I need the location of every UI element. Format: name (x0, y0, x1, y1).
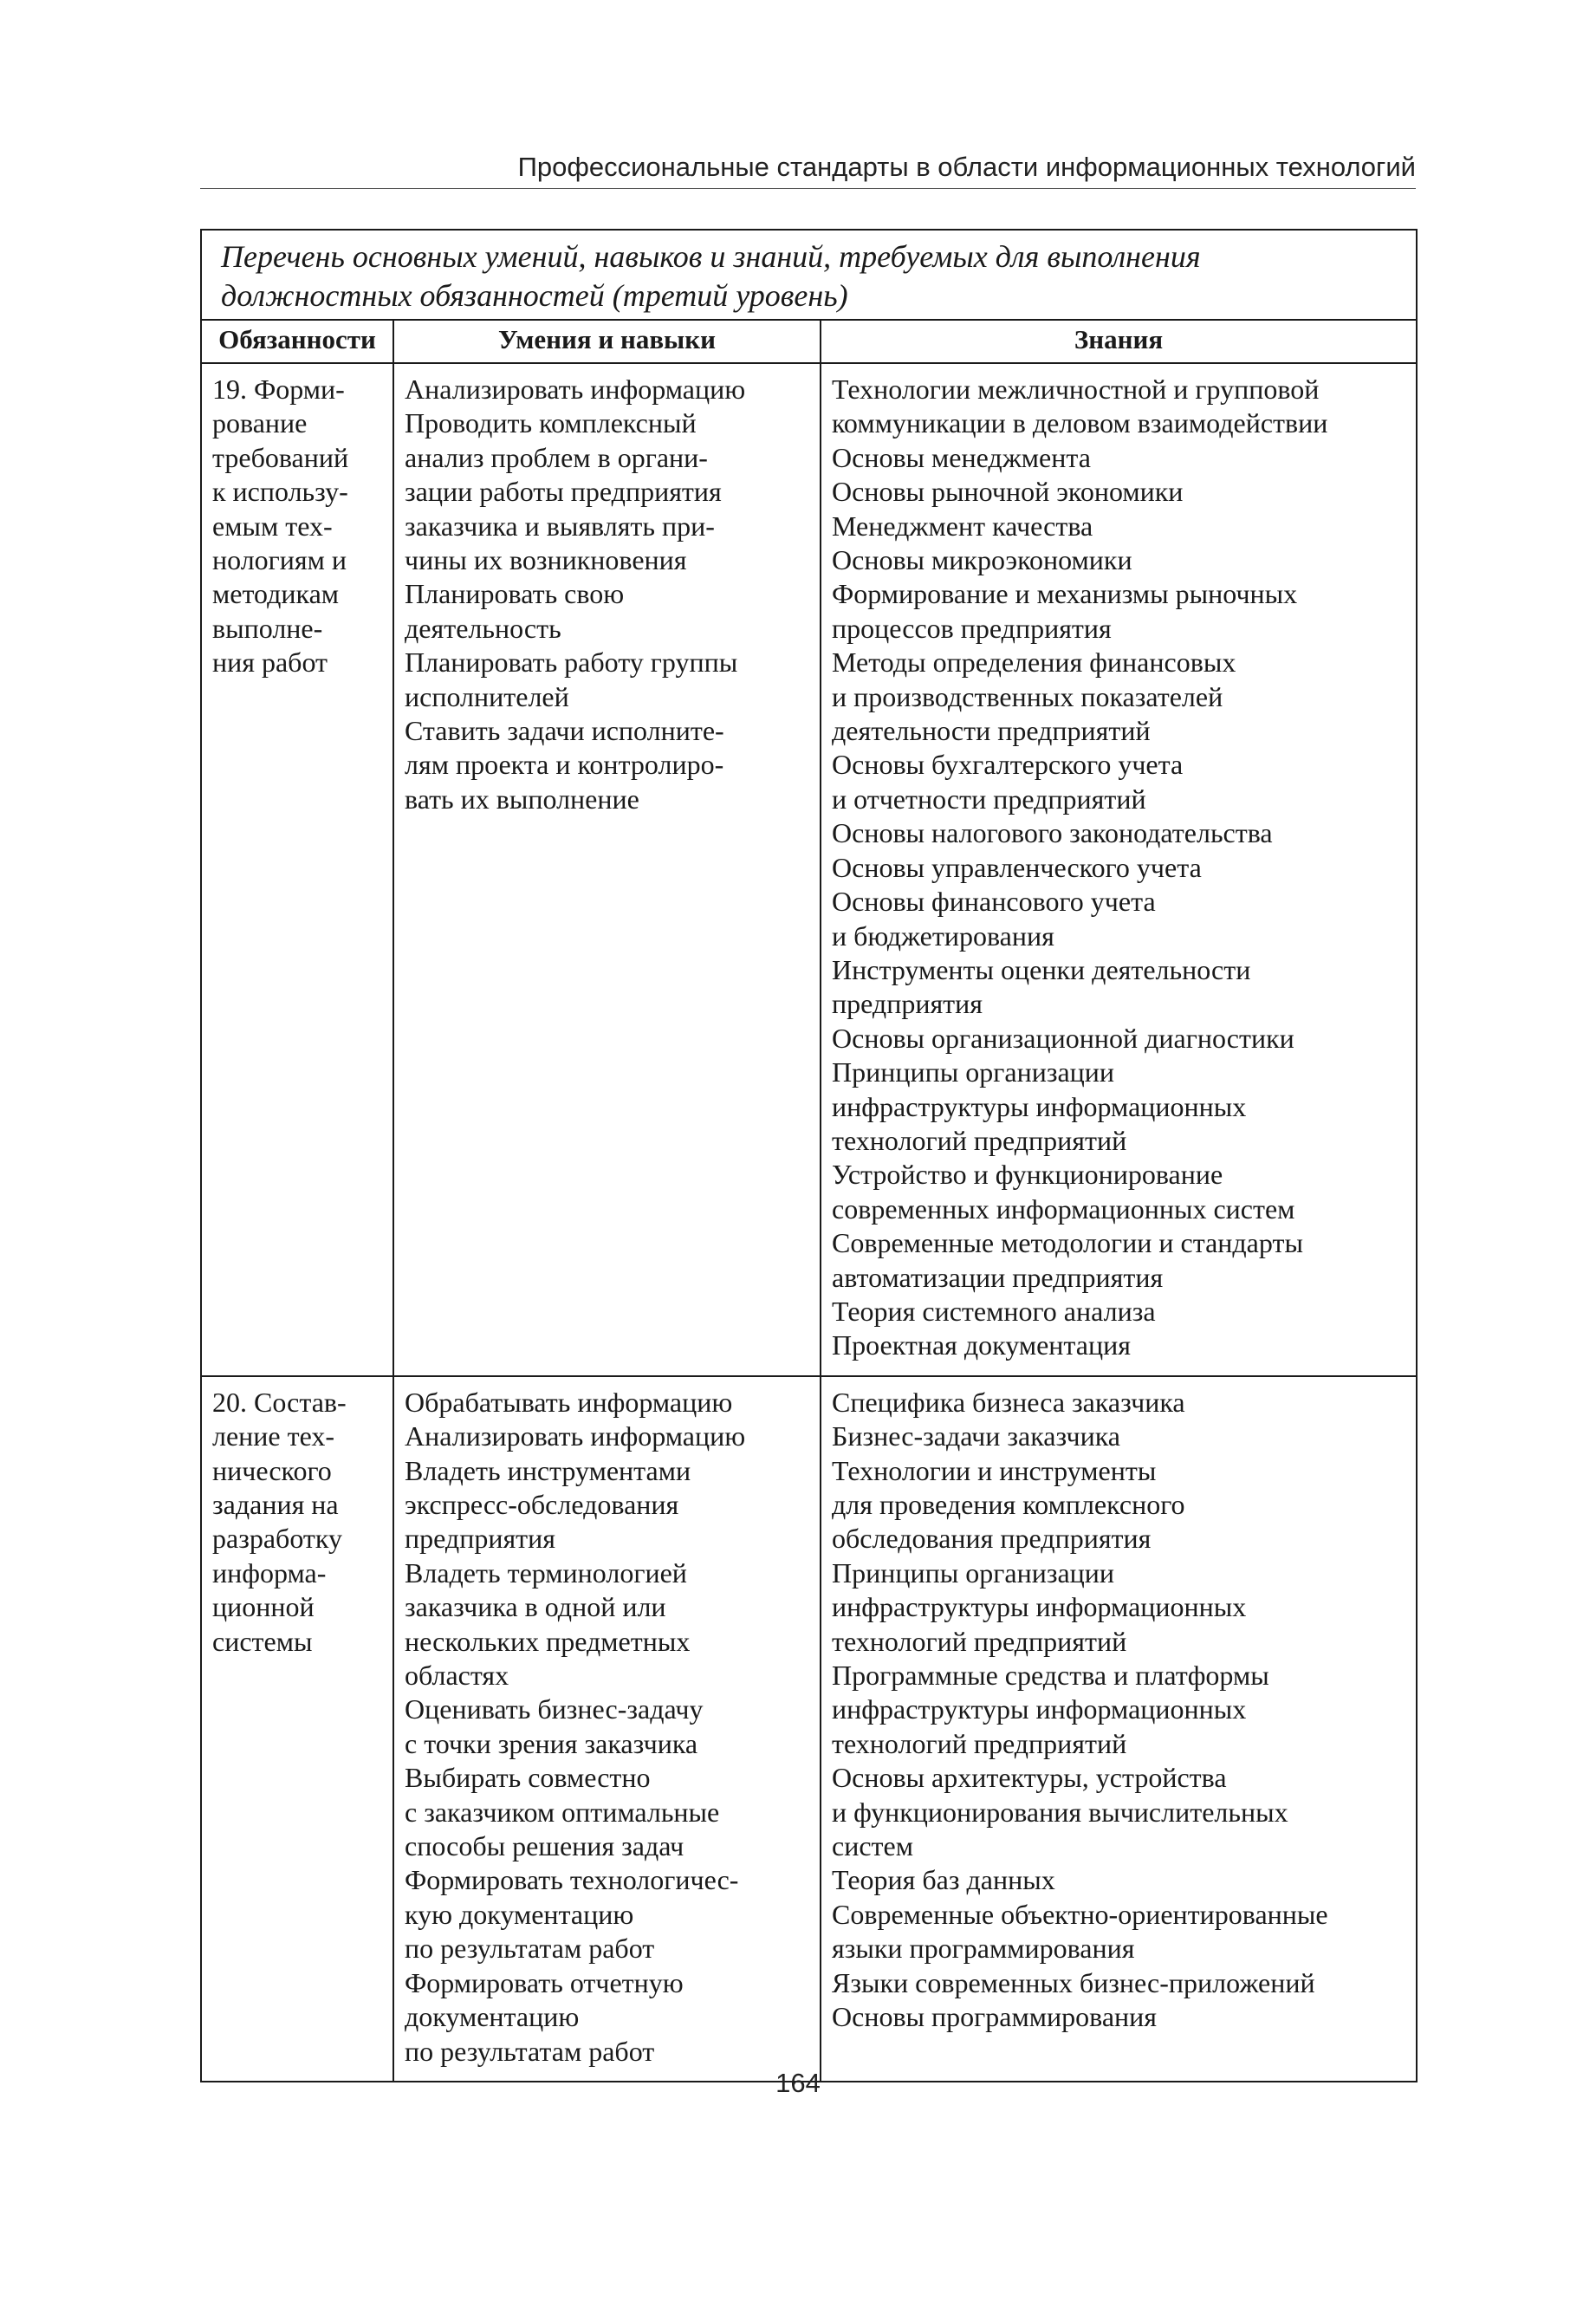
cell-line: ление тех- (212, 1420, 335, 1452)
cell-line: нескольких предметных (405, 1625, 691, 1657)
cell-line: Устройство и функционирование (832, 1159, 1223, 1191)
cell-line: Формировать отчетную (405, 1966, 684, 1998)
cell-line: Основы финансового учета (832, 886, 1156, 918)
cell-line: ния работ (212, 646, 328, 679)
cell-line: ционной (212, 1591, 315, 1623)
cell-line: языки программирования (832, 1933, 1135, 1965)
page-number: 164 (775, 2068, 821, 2098)
cell-line: Основы управленческого учета (832, 851, 1202, 883)
cell-line: Методы определения финансовых (832, 646, 1236, 679)
cell-line: современных информационных систем (832, 1192, 1295, 1225)
cell-line: Инструменты оценки деятельности (832, 953, 1251, 985)
cell-line: Основы налогового законодательства (832, 817, 1273, 849)
cell-line: информа- (212, 1556, 327, 1589)
cell-line: областях (405, 1660, 509, 1692)
table-header-row (201, 320, 1417, 363)
cell-line: с точки зрения заказчика (405, 1727, 698, 1759)
table-row (201, 363, 1417, 1376)
cell-line: и производственных показателей (832, 680, 1223, 712)
cell-line: чины их возникновения (405, 544, 687, 576)
cell-line: исполнителей (405, 680, 569, 712)
cell-line: Менеджмент качества (832, 510, 1093, 542)
competency-table (200, 229, 1418, 2082)
cell-line: Программные средства и платформы (832, 1660, 1269, 1692)
cell-line: Планировать свою (405, 578, 625, 610)
cell-line: Формирование и механизмы рыночных (832, 578, 1298, 610)
cell-line: Технологии межличностной и групповой (832, 374, 1320, 405)
skills-cell (393, 363, 821, 1376)
cell-line: Технологии и инструменты (832, 1454, 1157, 1486)
cell-line: Бизнес-задачи заказчика (832, 1420, 1120, 1452)
cell-line: методикам (212, 578, 340, 610)
cell-line: Проводить комплексный (405, 407, 697, 439)
cell-line: технологий предприятий (832, 1727, 1127, 1759)
cell-line: автоматизации предприятия (832, 1261, 1164, 1293)
cell-line: Ставить задачи исполните- (405, 715, 724, 747)
cell-line: Формировать технологичес- (405, 1864, 739, 1896)
cell-line: Специфика бизнеса заказчика (832, 1386, 1185, 1418)
knowledge-cell (821, 363, 1417, 1376)
column-header-skills: Умения и навыки (393, 320, 821, 363)
cell-line: деятельности предприятий (832, 715, 1151, 747)
cell-line: технологий предприятий (832, 1124, 1127, 1156)
cell-line: Оценивать бизнес-задачу (405, 1693, 704, 1725)
cell-line: Принципы организации (832, 1056, 1115, 1088)
cell-line: систем (832, 1830, 913, 1862)
cell-line: Анализировать информацию (405, 374, 746, 405)
duty-cell (201, 1376, 393, 2082)
cell-line: для проведения комплексного (832, 1489, 1185, 1520)
cell-line: инфраструктуры информационных (832, 1090, 1247, 1122)
cell-line: Владеть инструментами (405, 1454, 691, 1486)
cell-line: выполне- (212, 612, 323, 644)
cell-line: кую документацию (405, 1898, 634, 1930)
table-caption-row (201, 230, 1417, 320)
header-rule (200, 188, 1416, 189)
cell-line: предприятия (405, 1523, 555, 1555)
cell-line: Выбирать совместно (405, 1762, 651, 1794)
cell-line: технологий предприятий (832, 1625, 1127, 1657)
cell-line: Основы бухгалтерского учета (832, 749, 1184, 781)
cell-line: по результатам работ (405, 1933, 655, 1965)
cell-line: обследования предприятия (832, 1523, 1152, 1555)
cell-line: по результатам работ (405, 2035, 655, 2067)
cell-line: Анализировать информацию (405, 1420, 746, 1452)
cell-line: Основы организационной диагностики (832, 1022, 1294, 1054)
caption-line: должностных обязанностей (третий уровень) (221, 278, 848, 313)
cell-line: деятельность (405, 612, 561, 644)
cell-line: Современные объектно-ориентированные (832, 1898, 1328, 1930)
cell-line: зации работы предприятия (405, 476, 722, 508)
cell-line: задания на (212, 1489, 339, 1520)
cell-line: системы (212, 1625, 313, 1657)
knowledge-cell (821, 1376, 1417, 2082)
cell-line: предприятия (832, 988, 983, 1020)
column-header-knowledge: Знания (821, 320, 1417, 363)
cell-line: Проектная документация (832, 1329, 1131, 1361)
caption-line: Перечень основных умений, навыков и знаний, требуемых для выполнения (221, 239, 1201, 274)
table-caption (201, 230, 1417, 320)
cell-line: Основы менеджмента (832, 441, 1091, 473)
cell-line: лям проекта и контролиро- (405, 749, 724, 781)
cell-line: емым тех- (212, 510, 333, 542)
cell-line: нического (212, 1454, 332, 1486)
cell-line: документацию (405, 2001, 580, 2033)
cell-line: Основы рыночной экономики (832, 476, 1184, 508)
cell-line: с заказчиком оптимальные (405, 1796, 720, 1828)
cell-line: анализ проблем в органи- (405, 441, 708, 473)
cell-line: заказчика в одной или (405, 1591, 666, 1623)
cell-line: и бюджетирования (832, 919, 1054, 952)
cell-line: и отчетности предприятий (832, 783, 1146, 815)
cell-line: инфраструктуры информационных (832, 1693, 1247, 1725)
cell-line: инфраструктуры информационных (832, 1591, 1247, 1623)
cell-line: Основы микроэкономики (832, 544, 1132, 576)
cell-line: Языки современных бизнес-приложений (832, 1966, 1315, 1998)
cell-line: рование (212, 407, 308, 439)
cell-line: Планировать работу группы (405, 646, 738, 679)
running-header: Профессиональные стандарты в области информационных технологий (517, 152, 1416, 182)
cell-line: Основы архитектуры, устройства (832, 1762, 1227, 1794)
skills-cell (393, 1376, 821, 2082)
cell-line: вать их выполнение (405, 783, 639, 815)
cell-line: способы решения задач (405, 1830, 684, 1862)
duty-cell (201, 363, 393, 1376)
cell-line: нологиям и (212, 544, 347, 576)
cell-line: Современные методологии и стандарты (832, 1227, 1303, 1259)
cell-line: Владеть терминологией (405, 1556, 687, 1589)
cell-line: Обрабатывать информацию (405, 1386, 733, 1418)
cell-line: разработку (212, 1523, 342, 1555)
cell-line: процессов предприятия (832, 612, 1112, 644)
cell-line: Основы программирования (832, 2001, 1157, 2033)
cell-line: коммуникации в деловом взаимодействии (832, 407, 1328, 439)
cell-line: 19. Форми- (212, 374, 345, 405)
cell-line: Теория системного анализа (832, 1295, 1156, 1327)
cell-line: Теория баз данных (832, 1864, 1055, 1896)
cell-line: и функционирования вычислительных (832, 1796, 1288, 1828)
table-row (201, 1376, 1417, 2082)
cell-line: к использу- (212, 476, 348, 508)
column-header-duties: Обязанности (201, 320, 393, 363)
cell-line: Принципы организации (832, 1556, 1115, 1589)
cell-line: экспресс-обследования (405, 1489, 679, 1520)
cell-line: требований (212, 441, 349, 473)
cell-line: заказчика и выявлять при- (405, 510, 715, 542)
cell-line: 20. Состав- (212, 1386, 347, 1418)
